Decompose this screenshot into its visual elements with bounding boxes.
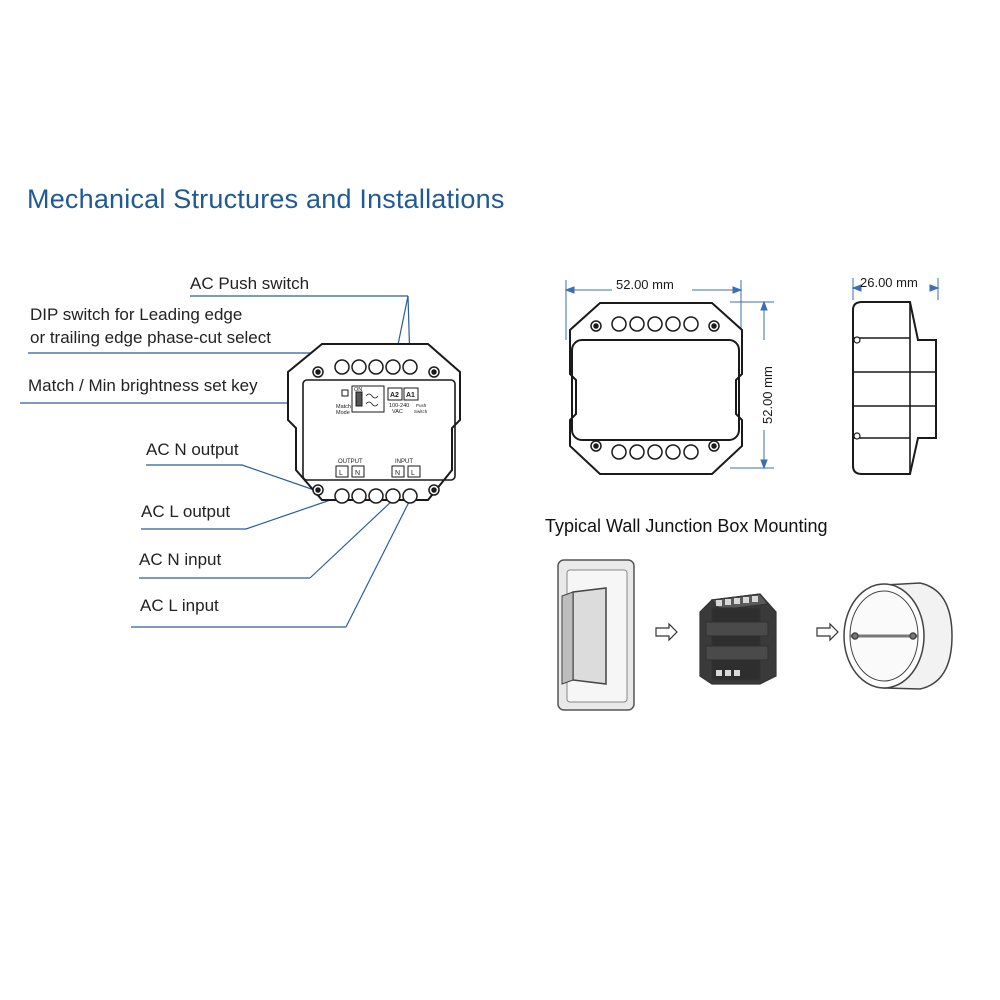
dimension-width-label: 52.00 mm <box>616 277 674 292</box>
mounting-subtitle: Typical Wall Junction Box Mounting <box>545 516 828 536</box>
voltage-label-2: VAC <box>392 409 403 415</box>
callout-ac-n-output: AC N output <box>146 440 239 459</box>
device-front-view <box>288 344 460 503</box>
dimmer-module-icon <box>700 594 776 684</box>
callout-ac-l-output: AC L output <box>141 502 231 521</box>
callout-ac-push-switch: AC Push switch <box>190 274 310 293</box>
device-dimension-view <box>570 303 742 474</box>
output-label: OUTPUT <box>338 459 363 465</box>
callout-match-key: Match / Min brightness set key <box>28 376 258 395</box>
input-l-label: L <box>411 470 415 477</box>
dimension-height-label: 52.00 mm <box>760 366 775 424</box>
output-l-label: L <box>339 470 343 477</box>
input-label: INPUT <box>395 459 413 465</box>
voltage-label-1: 100-240 <box>389 403 410 409</box>
callout-dip-switch-line1: DIP switch for Leading edge <box>30 305 243 324</box>
dimension-depth-label: 26.00 mm <box>860 275 918 290</box>
callout-ac-n-input: AC N input <box>139 550 222 569</box>
callout-dip-switch-line2: or trailing edge phase-cut select <box>30 328 271 347</box>
junction-box-icon <box>844 583 952 689</box>
match-label-2: Mode <box>336 410 350 416</box>
arrow-right-icon <box>656 624 677 640</box>
output-n-label: N <box>355 470 361 477</box>
wall-switch-icon <box>558 560 634 710</box>
match-label-1: Match <box>336 404 351 410</box>
arrow-right-icon <box>817 624 838 640</box>
page-title: Mechanical Structures and Installations <box>27 184 505 214</box>
a2-label: A2 <box>390 392 399 399</box>
a1-label: A1 <box>406 392 415 399</box>
device-side-view <box>853 302 936 474</box>
callout-ac-l-input: AC L input <box>140 596 219 615</box>
dip-on-label: ON <box>354 387 363 393</box>
push-label-2: Switch <box>414 409 428 414</box>
push-label-1: Push <box>416 403 427 408</box>
input-n-label: N <box>395 470 401 477</box>
